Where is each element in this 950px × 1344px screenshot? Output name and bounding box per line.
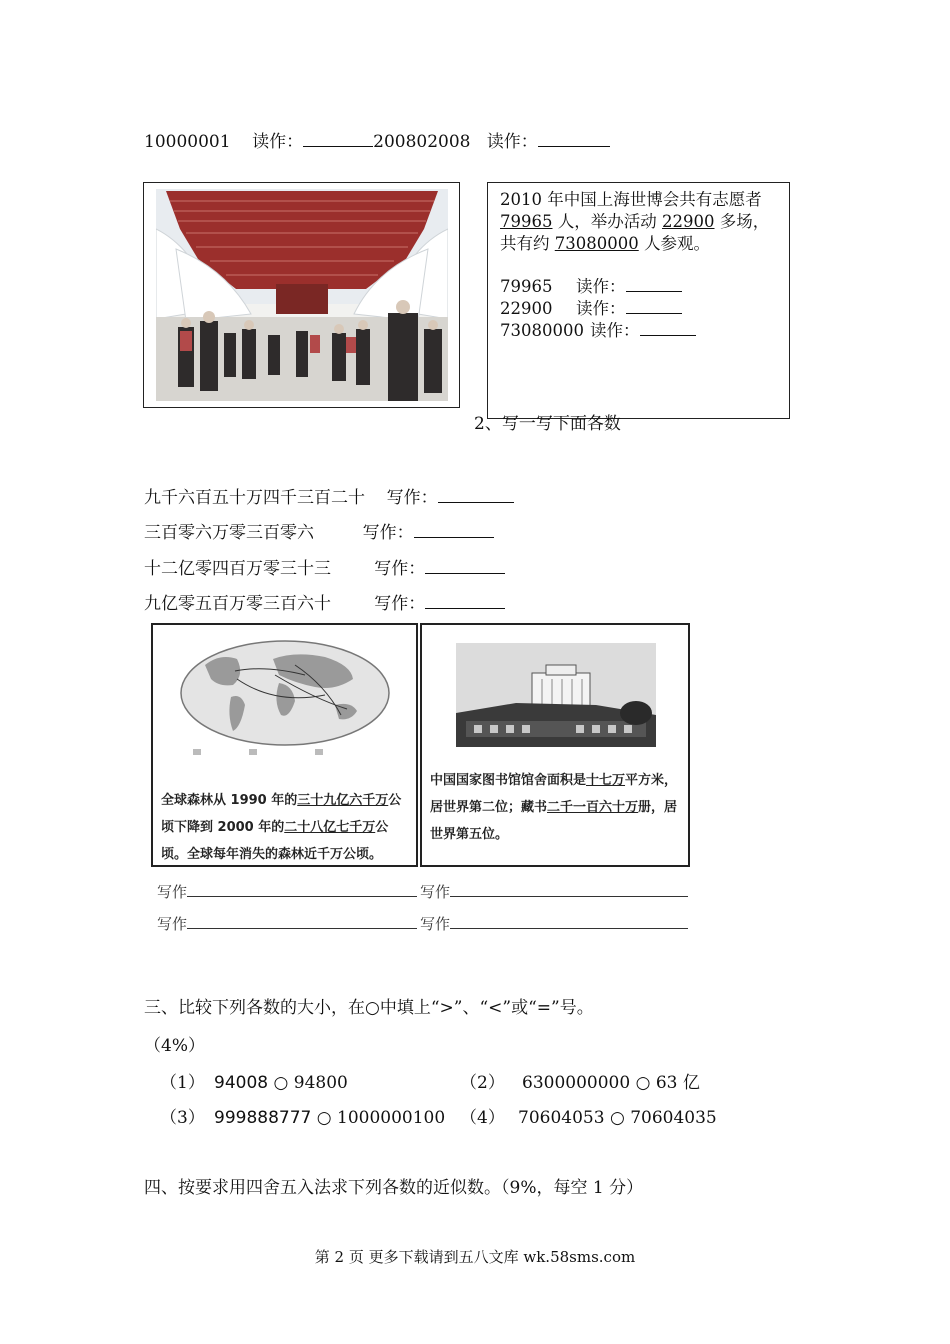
library-text: 中国国家图书馆馆舍面积是十七万平方米，居世界第二位；藏书二千一百六十万册，居世界第五位。 bbox=[430, 773, 678, 842]
answer-blank[interactable] bbox=[438, 486, 514, 503]
answer-blank[interactable] bbox=[640, 319, 696, 336]
read-row: 22900 读作： bbox=[500, 297, 777, 319]
expo-text: 多场，共有约 bbox=[500, 212, 770, 253]
answer-line[interactable] bbox=[450, 880, 688, 897]
compare-circle[interactable]: ○ bbox=[635, 1073, 651, 1093]
forest-text: 全球森林从 1990 年的三十九亿六千万公顷下降到 2000 年的二十八亿七千万公顷。全球每年消失的森林近千万公顷。 bbox=[161, 793, 402, 862]
library-card bbox=[420, 623, 690, 867]
compare-item: （4） 70604053 ○ 70604035 bbox=[460, 1108, 717, 1128]
read-line-1 bbox=[144, 127, 610, 152]
library-books-value: 二千一百六十万 bbox=[547, 800, 639, 815]
compare-item: （3） 999888777 ○ 1000000100 bbox=[160, 1108, 446, 1128]
forest-1990-value: 三十九亿六千万 bbox=[297, 793, 389, 808]
compare-circle[interactable]: ○ bbox=[609, 1108, 625, 1128]
answer-line[interactable] bbox=[187, 880, 417, 897]
library-area-value: 十七万 bbox=[586, 773, 626, 788]
compare-circle[interactable]: ○ bbox=[316, 1108, 332, 1128]
expo-text: 2010 年中国上海世博会共有志愿者 bbox=[500, 190, 762, 209]
section-3-title: 三、比较下列各数的大小，在○中填上“>”、“<”或“=”号。 bbox=[144, 998, 594, 1018]
read-row: 73080000 读作： bbox=[500, 319, 777, 341]
expo-photo-frame bbox=[143, 182, 460, 408]
write-item: 十二亿零四百万零三十三 写作： bbox=[144, 554, 505, 579]
expo-paragraph bbox=[500, 189, 777, 255]
section-4-title: 四、按要求用四舍五入法求下列各数的近似数。（9%，每空 1 分） bbox=[144, 1178, 644, 1198]
answer-blank[interactable] bbox=[425, 592, 505, 609]
world-map-image bbox=[175, 635, 395, 765]
answer-blank[interactable] bbox=[425, 557, 505, 574]
read-label-2: 读作： bbox=[486, 132, 538, 152]
write-item: 九亿零五百万零三百六十 写作： bbox=[144, 589, 505, 614]
volunteer-count: 79965 bbox=[500, 212, 553, 231]
answer-blank[interactable] bbox=[626, 297, 682, 314]
answer-line[interactable] bbox=[187, 912, 417, 929]
page-footer: 第 2 页 更多下载请到五八文库 wk.58sms.com bbox=[314, 1248, 636, 1266]
write-item: 三百零六万零三百零六 写作： bbox=[144, 518, 494, 543]
number-1: 10000001 bbox=[144, 132, 231, 152]
answer-line[interactable] bbox=[450, 912, 688, 929]
expo-info-box bbox=[487, 182, 790, 419]
answer-blank[interactable] bbox=[626, 275, 682, 292]
section-2-title: 2、写一写下面各数 bbox=[474, 414, 621, 434]
write-line: 写作 bbox=[157, 880, 417, 902]
answer-blank[interactable] bbox=[538, 130, 610, 147]
forest-2000-value: 二十八亿七千万 bbox=[284, 820, 376, 835]
activity-count: 22900 bbox=[662, 212, 715, 231]
compare-item: （2） 6300000000 ○ 63 亿 bbox=[460, 1073, 700, 1093]
write-line: 写作 bbox=[420, 880, 688, 902]
section-3-score: （4%） bbox=[144, 1036, 205, 1056]
write-line: 写作 bbox=[420, 912, 688, 934]
compare-circle[interactable]: ○ bbox=[273, 1073, 289, 1093]
forest-card bbox=[151, 623, 418, 867]
write-line: 写作 bbox=[157, 912, 417, 934]
compare-item: （1） 94008 ○ 94800 bbox=[160, 1073, 348, 1093]
read-label-1: 读作： bbox=[252, 132, 304, 152]
expo-pavilion-photo bbox=[156, 189, 448, 401]
write-item: 九千六百五十万四千三百二十 写作： bbox=[144, 483, 514, 508]
library-building-image bbox=[456, 643, 656, 747]
read-row: 79965 读作： bbox=[500, 275, 777, 297]
answer-blank[interactable] bbox=[414, 521, 494, 538]
visitor-count: 73080000 bbox=[554, 234, 639, 253]
expo-text: 人参观。 bbox=[638, 234, 710, 253]
number-2: 200802008 bbox=[373, 132, 471, 152]
answer-blank[interactable] bbox=[303, 130, 373, 147]
expo-text: 人，举办活动 bbox=[552, 212, 662, 231]
